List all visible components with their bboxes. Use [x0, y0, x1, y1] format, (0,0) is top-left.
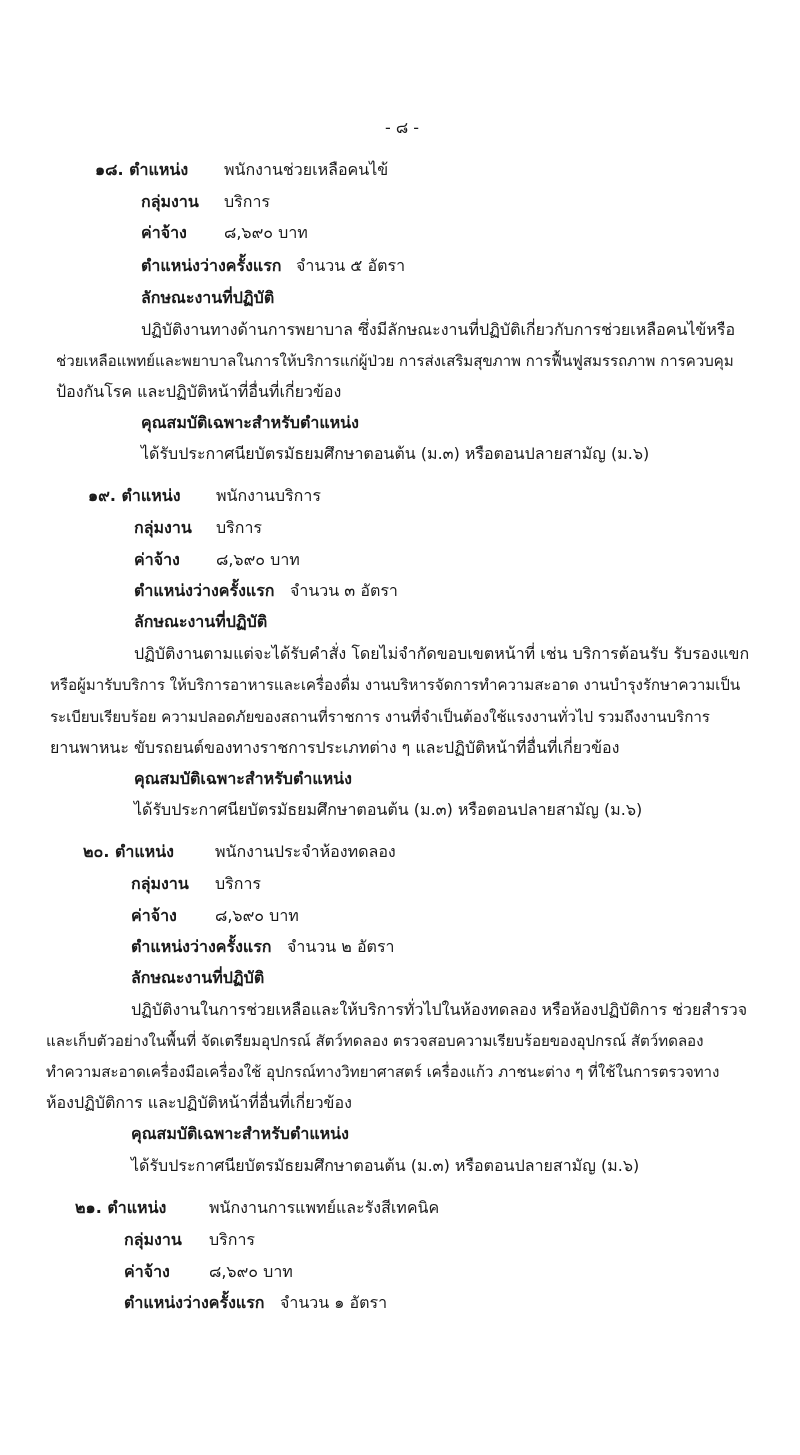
vacancy-value: จำนวน ๒ อัตรา	[287, 937, 395, 956]
vacancy-label: ตำแหน่งว่างครั้งแรก	[141, 256, 282, 275]
group-label: กลุ่มงาน	[141, 192, 199, 211]
duty-line: ยานพาหนะ ขับรถยนต์ของทางราชการประเภทต่าง ๆ และปฏิบัติหน้าที่อื่นที่เกี่ยวข้อง	[50, 738, 620, 757]
qualification-text: ได้รับประกาศนียบัตรมัธยมศึกษาตอนต้น (ม.๓) หรือตอนปลายสามัญ (ม.๖)	[131, 1156, 640, 1175]
group-label: กลุ่มงาน	[134, 518, 192, 537]
vacancy-value: จำนวน ๓ อัตรา	[290, 581, 398, 600]
vacancy-label: ตำแหน่งว่างครั้งแรก	[131, 937, 272, 956]
duty-heading: ลักษณะงานที่ปฏิบัติ	[134, 612, 268, 631]
qualification-heading: คุณสมบัติเฉพาะสำหรับตำแหน่ง	[131, 1124, 349, 1143]
position-number-title: ๑๙. ตำแหน่ง	[88, 486, 181, 505]
group-value: บริการ	[224, 192, 271, 211]
vacancy-label: ตำแหน่งว่างครั้งแรก	[134, 581, 275, 600]
wage-label: ค่าจ้าง	[124, 1262, 170, 1281]
position-name: พนักงานช่วยเหลือคนไข้	[224, 160, 389, 179]
duty-line: หรือผู้มารับบริการ ให้บริการอาหารและเครื่องดื่ม งานบริหารจัดการทำความสะอาด งานบำรุงรักษาความเป็น	[50, 676, 741, 694]
wage-label: ค่าจ้าง	[134, 550, 180, 569]
duty-heading: ลักษณะงานที่ปฏิบัติ	[141, 288, 275, 307]
duty-line: ทำความสะอาดเครื่องมือเครื่องใช้ อุปกรณ์ทางวิทยาศาสตร์ เครื่องแก้ว ภาชนะต่าง ๆ ที่ใช้ในการตรวจทาง	[46, 1063, 720, 1081]
group-value: บริการ	[209, 1230, 256, 1249]
vacancy-value: จำนวน ๕ อัตรา	[296, 256, 406, 275]
group-value: บริการ	[216, 518, 263, 537]
qualification-text: ได้รับประกาศนียบัตรมัธยมศึกษาตอนต้น (ม.๓) หรือตอนปลายสามัญ (ม.๖)	[134, 800, 643, 819]
wage-label: ค่าจ้าง	[141, 223, 187, 242]
position-number-title: ๑๘. ตำแหน่ง	[95, 160, 189, 179]
group-value: บริการ	[215, 874, 262, 893]
duty-line: ป้องกันโรค และปฏิบัติหน้าที่อื่นที่เกี่ยวข้อง	[56, 382, 342, 401]
vacancy-value: จำนวน ๑ อัตรา	[280, 1293, 388, 1312]
vacancy-label: ตำแหน่งว่างครั้งแรก	[124, 1293, 265, 1312]
duty-line: ปฏิบัติงานในการช่วยเหลือและให้บริการทั่วไปในห้องทดลอง หรือห้องปฏิบัติการ ช่วยสำรวจ	[131, 1000, 748, 1019]
wage-value: ๘,๖๙๐ บาท	[224, 223, 308, 242]
position-number-title: ๒๑. ตำแหน่ง	[75, 1198, 167, 1217]
wage-label: ค่าจ้าง	[131, 906, 177, 925]
duty-line: ห้องปฏิบัติการ และปฏิบัติหน้าที่อื่นที่เกี่ยวข้อง	[46, 1093, 352, 1112]
duty-line: และเก็บตัวอย่างในพื้นที่ จัดเตรียมอุปกรณ์ สัตว์ทดลอง ตรวจสอบความเรียบร้อยของอุปกรณ์ สัตว์ทดลอง	[46, 1032, 704, 1050]
page-number: - ๘ -	[385, 118, 420, 137]
qualification-heading: คุณสมบัติเฉพาะสำหรับตำแหน่ง	[134, 769, 352, 788]
group-label: กลุ่มงาน	[131, 874, 189, 893]
duty-line: ปฏิบัติงานตามแต่จะได้รับคำสั่ง โดยไม่จำกัดขอบเขตหน้าที่ เช่น บริการต้อนรับ รับรองแขก	[134, 644, 750, 663]
position-name: พนักงานประจำห้องทดลอง	[215, 842, 396, 861]
duty-line: ช่วยเหลือแพทย์และพยาบาลในการให้บริการแก่ผู้ป่วย การส่งเสริมสุขภาพ การฟื้นฟูสมรรถภาพ การควบคุม	[56, 352, 734, 370]
duty-heading: ลักษณะงานที่ปฏิบัติ	[131, 968, 265, 987]
group-label: กลุ่มงาน	[124, 1230, 182, 1249]
duty-line: ระเบียบเรียบร้อย ความปลอดภัยของสถานที่ราชการ งานที่จำเป็นต้องใช้แรงงานทั่วไป รวมถึงงานบริการ	[50, 708, 710, 726]
position-name: พนักงานบริการ	[216, 486, 321, 505]
position-name: พนักงานการแพทย์และรังสีเทคนิค	[209, 1198, 440, 1217]
wage-value: ๘,๖๙๐ บาท	[215, 906, 299, 925]
qualification-heading: คุณสมบัติเฉพาะสำหรับตำแหน่ง	[141, 413, 359, 432]
duty-line: ปฏิบัติงานทางด้านการพยาบาล ซึ่งมีลักษณะงานที่ปฏิบัติเกี่ยวกับการช่วยเหลือคนไข้หรือ	[141, 320, 736, 339]
position-number-title: ๒๐. ตำแหน่ง	[83, 842, 174, 861]
wage-value: ๘,๖๙๐ บาท	[209, 1262, 293, 1281]
wage-value: ๘,๖๙๐ บาท	[216, 550, 300, 569]
qualification-text: ได้รับประกาศนียบัตรมัธยมศึกษาตอนต้น (ม.๓) หรือตอนปลายสามัญ (ม.๖)	[141, 444, 650, 463]
